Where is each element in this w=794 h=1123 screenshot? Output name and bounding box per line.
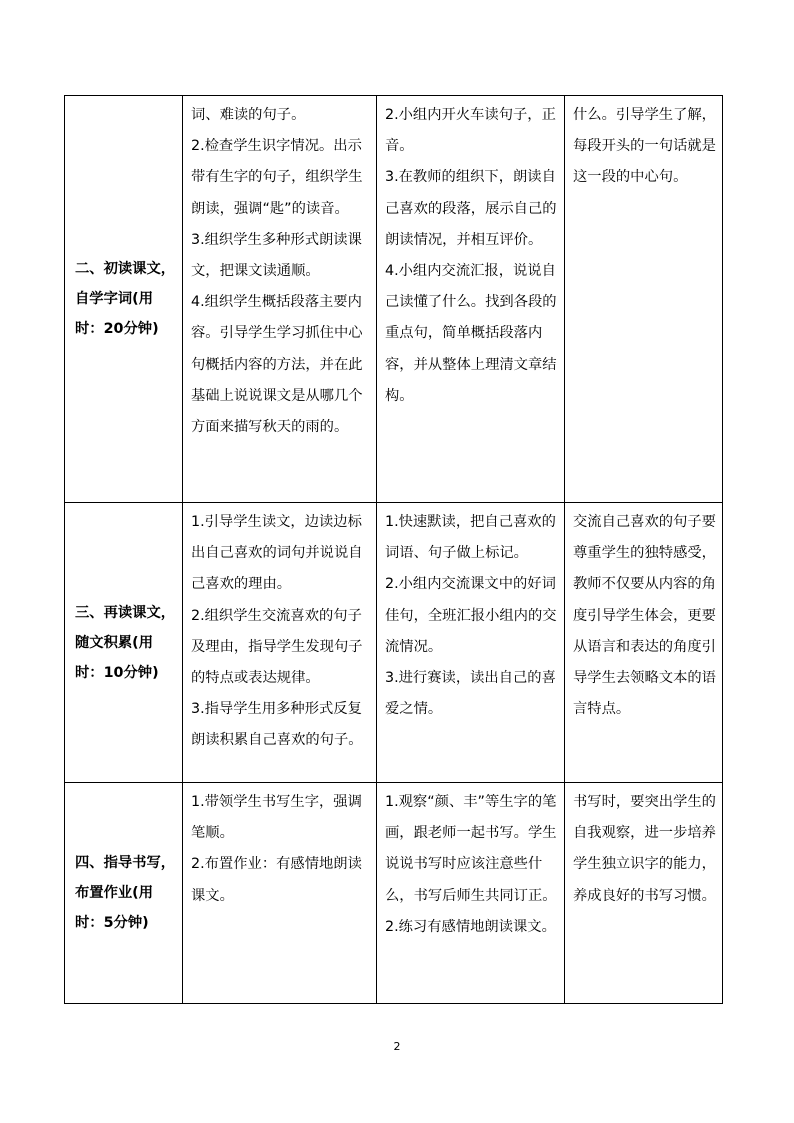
paragraph: 1.带领学生书写生字，强调笔顺。 xyxy=(191,794,362,842)
paragraph: 2.检查学生识字情况。出示带有生字的句子，组织学生朗读，强调“匙”的读音。 xyxy=(191,138,363,217)
paragraph: 交流自己喜欢的句子要尊重学生的独特感受，教师不仅要从内容的角度引导学生体会，更要从语言和表达的角度引导学生去领略文本的语言特点。 xyxy=(573,514,716,718)
paragraph: 词、难读的句子。 xyxy=(191,107,306,123)
design-note-cell xyxy=(565,96,723,503)
table-row xyxy=(65,503,723,783)
paragraph: 4.组织学生概括段落主要内容。引导学生学习抓住中心句概括内容的方法，并在此基础上说说课文是从哪几个方面来描写秋天的雨的。 xyxy=(191,294,363,436)
paragraph: 2.小组内开火车读句子，正音。 xyxy=(385,107,556,155)
paragraph: 3.进行赛读，读出自己的喜爱之情。 xyxy=(385,670,556,718)
lesson-plan-table xyxy=(64,95,723,1004)
stage-cell: 二、初读课文，自学字词(用时：20分钟) xyxy=(65,96,183,503)
paragraph: 3.在教师的组织下，朗读自己喜欢的段落，展示自己的朗读情况，并相互评价。 xyxy=(385,169,557,248)
student-activity-cell xyxy=(377,783,565,1004)
paragraph: 4.小组内交流汇报，说说自己读懂了什么。找到各段的重点句，简单概括段落内容，并从整体上理清文章结构。 xyxy=(385,263,557,404)
paragraph: 2.小组内交流课文中的好词佳句，全班汇报小组内的交流情况。 xyxy=(385,576,557,655)
paragraph: 3.指导学生用多种形式反复朗读积累自己喜欢的句子。 xyxy=(191,701,363,749)
page-number: 2 xyxy=(393,1040,401,1053)
paragraph: 书写时，要突出学生的自我观察，进一步培养学生独立识字的能力，养成良好的书写习惯。 xyxy=(573,794,716,904)
teacher-activity-cell xyxy=(183,783,377,1004)
paragraph: 3.组织学生多种形式朗读课文，把课文读通顺。 xyxy=(191,231,362,280)
design-note-cell xyxy=(565,503,723,783)
paragraph: 什么。引导学生了解，每段开头的一句话就是这一段的中心句。 xyxy=(573,107,716,186)
stage-cell: 三、再读课文，随文积累(用时：10分钟) xyxy=(65,503,183,783)
paragraph: 1.观察“颜、丰”等生字的笔画，跟老师一起书写。学生说说书写时应该注意些什么，书写后师生共同订正。 xyxy=(385,794,557,904)
student-activity-cell xyxy=(377,503,565,783)
student-activity-cell xyxy=(377,96,565,503)
table-row xyxy=(65,783,723,1004)
paragraph: 1.快速默读，把自己喜欢的词语、句子做上标记。 xyxy=(385,514,556,562)
paragraph: 2.组织学生交流喜欢的句子及理由，指导学生发现句子的特点或表达规律。 xyxy=(191,607,363,687)
teacher-activity-cell xyxy=(183,503,377,783)
stage-cell: 四、指导书写，布置作业(用时：5分钟) xyxy=(65,783,183,1004)
table-row xyxy=(65,96,723,503)
paragraph: 2.布置作业：有感情地朗读课文。 xyxy=(191,856,362,904)
teacher-activity-cell xyxy=(183,96,377,503)
paragraph: 1.引导学生读文，边读边标出自己喜欢的词句并说说自己喜欢的理由。 xyxy=(191,514,363,593)
paragraph: 2.练习有感情地朗读课文。 xyxy=(385,918,556,935)
design-note-cell xyxy=(565,783,723,1004)
